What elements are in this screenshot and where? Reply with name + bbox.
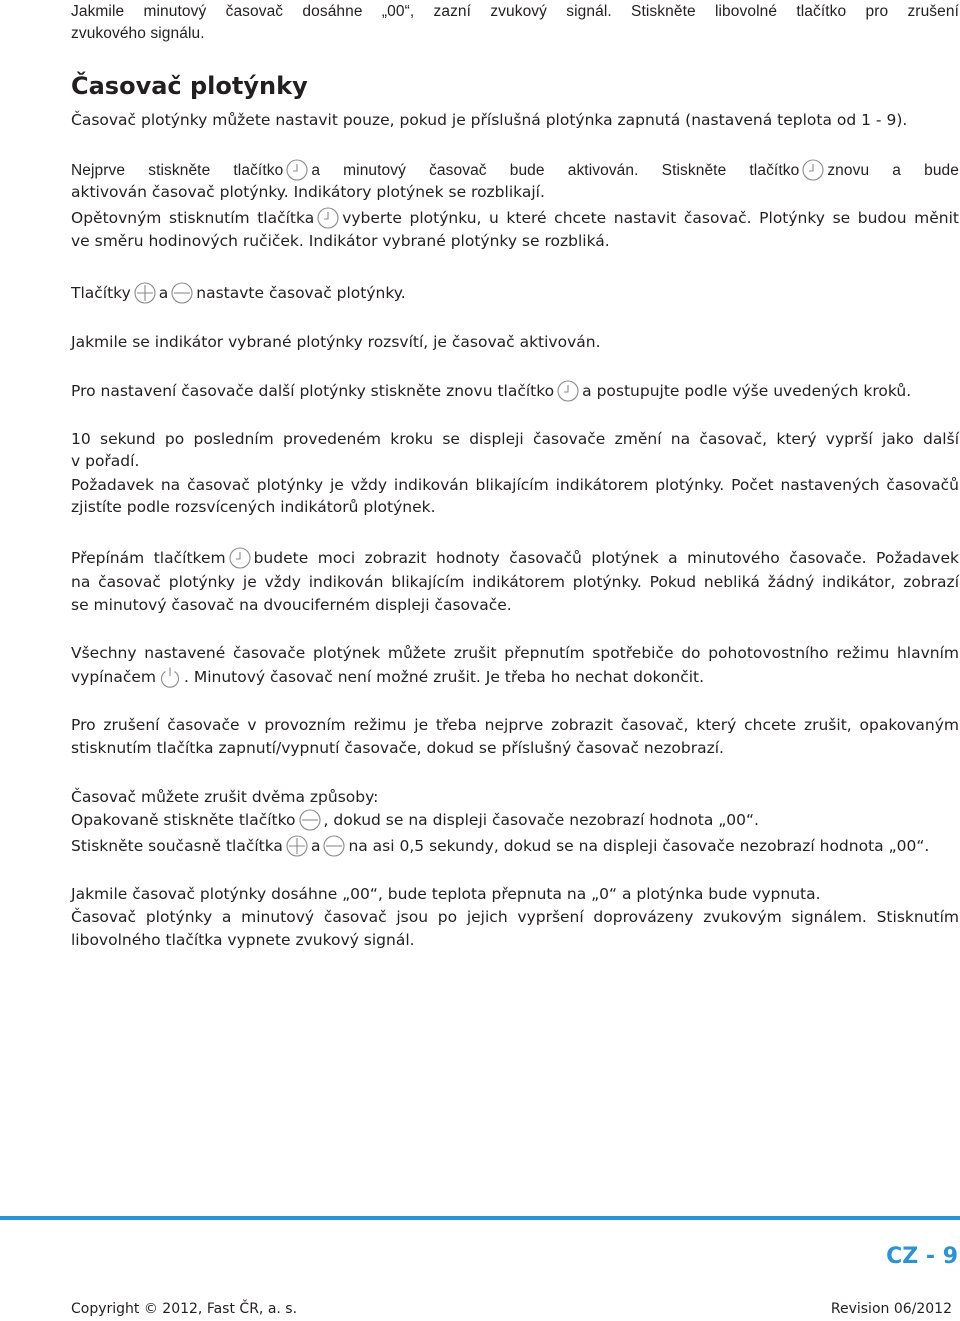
timer-icon xyxy=(557,380,579,402)
step3-line xyxy=(71,282,959,305)
final-line1: Jakmile časovač plotýnky dosáhne „00“, bude teplota přepnuta na „0“ a plotýnka bude vypnuta. xyxy=(71,885,821,903)
step4-line: Jakmile se indikátor vybrané plotýnky rozsvítí, je časovač aktivován. xyxy=(71,333,601,351)
step6-line1: 10 sekund po posledním provedeném kroku se displeji časovače změní na časovač, který vyprší jako další xyxy=(71,430,959,448)
cancel-title: Časovač můžete zrušit dvěma způsoby: xyxy=(71,788,379,806)
timer-icon xyxy=(317,207,339,229)
cancel-line1 xyxy=(71,809,959,832)
step1-line1 xyxy=(71,159,959,183)
cancel-text-a2: , dokud se na displeji časovače nezobrazí hodnota „00“. xyxy=(323,811,759,829)
revision-text: Revision 06/2012 xyxy=(830,1301,952,1317)
step6-line2: v pořadí. xyxy=(71,452,140,470)
intro-text: Časovač plotýnky můžete nastavit pouze, pokud je příslušná plotýnka zapnutá (nastavená teplota od 1 - 9). xyxy=(71,111,908,129)
step5-text-b: a postupujte podle výše uvedených kroků. xyxy=(582,382,912,400)
final-line2: Časovač plotýnky a minutový časovač jsou po jejich vypršení doprovázeny zvukovým signálem. Stisknutím xyxy=(71,908,959,926)
step5-text-a: Pro nastavení časovače další plotýnky stiskněte znovu tlačítko xyxy=(71,382,555,400)
step1-text-c: znovu a bude xyxy=(827,162,959,179)
top-text-line1: Jakmile minutový časovač dosáhne „00“, zazní zvukový signál. Stiskněte libovolné tlačítko pro zrušení xyxy=(71,3,959,20)
minus-icon xyxy=(299,809,321,831)
final-line3: libovolného tlačítka vypnete zvukový signál. xyxy=(71,931,415,949)
step7-line1 xyxy=(71,547,959,570)
cancel-text-b2: a xyxy=(310,837,321,855)
step2-text-b: vyberte plotýnku, u které chcete nastavit časovač. Plotýnky se budou měnit xyxy=(342,209,959,227)
step3-text-a: Tlačítky xyxy=(71,284,131,302)
step6-line3: Požadavek na časovač plotýnky je vždy indikován blikajícím indikátorem plotýnky. Počet nastavených časovačů xyxy=(71,476,959,494)
step3-text-b: a xyxy=(158,284,169,302)
step7-text-a: Přepínám tlačítkem xyxy=(71,549,226,567)
step8-text-a: vypínačem xyxy=(71,668,156,686)
step1-line2: aktivován časovač plotýnky. Indikátory plotýnek se rozblikají. xyxy=(71,183,545,201)
cancel-text-a1: Opakovaně stiskněte tlačítko xyxy=(71,811,296,829)
section-title: Časovač plotýnky xyxy=(71,72,308,100)
timer-icon xyxy=(802,159,824,181)
cancel-text-b1: Stiskněte současně tlačítka xyxy=(71,837,283,855)
step2-line2: ve směru hodinových ručiček. Indikátor vybrané plotýnky se rozbliká. xyxy=(71,232,610,250)
step2-line1 xyxy=(71,207,959,230)
copyright-text: Copyright © 2012, Fast ČR, a. s. xyxy=(71,1301,298,1317)
step3-text-c: nastavte časovač plotýnky. xyxy=(196,284,406,302)
top-text-line2: zvukového signálu. xyxy=(71,25,205,42)
step8-line2 xyxy=(71,666,959,689)
plus-icon xyxy=(286,835,308,857)
step5-line xyxy=(71,380,959,403)
plus-icon xyxy=(134,282,156,304)
minus-icon xyxy=(323,835,345,857)
step6-line4: zjistíte podle rozsvícených indikátorů plotýnek. xyxy=(71,498,436,516)
step2-text-a: Opětovným stisknutím tlačítka xyxy=(71,209,315,227)
cancel-line2 xyxy=(71,835,959,858)
step7-line3: se minutový časovač na dvouciferném displeji časovače. xyxy=(71,596,512,614)
step1-text-a: Nejprve stiskněte tlačítko xyxy=(71,162,284,179)
power-icon xyxy=(159,666,181,688)
step8-text-b: . Minutový časovač není možné zrušit. Je třeba ho nechat dokončit. xyxy=(183,668,705,686)
step9-line2: stisknutím tlačítka zapnutí/vypnutí časovače, dokud se příslušný časovač nezobrazí. xyxy=(71,739,724,757)
footer-rule xyxy=(0,1216,960,1220)
timer-icon xyxy=(286,159,308,181)
step1-text-b: a minutový časovač bude aktivován. Stiskněte tlačítko xyxy=(311,162,800,179)
step8-line1: Všechny nastavené časovače plotýnek můžete zrušit přepnutím spotřebiče do pohotovostního režimu hlavním xyxy=(71,644,959,662)
step9-line1: Pro zrušení časovače v provozním režimu je třeba nejprve zobrazit časovač, který chcete zrušit, opakovaným xyxy=(71,716,959,734)
step7-text-b: budete moci zobrazit hodnoty časovačů plotýnek a minutového časovače. Požadavek xyxy=(253,549,959,567)
page-number: CZ - 9 xyxy=(886,1244,958,1269)
minus-icon xyxy=(171,282,193,304)
step7-line2: na časovač plotýnky je vždy indikován blikajícím indikátorem plotýnky. Pokud nebliká žádný indikátor, zobrazí xyxy=(71,573,959,591)
timer-icon xyxy=(229,547,251,569)
cancel-text-b3: na asi 0,5 sekundy, dokud se na displeji časovače nezobrazí hodnota „00“. xyxy=(348,837,930,855)
